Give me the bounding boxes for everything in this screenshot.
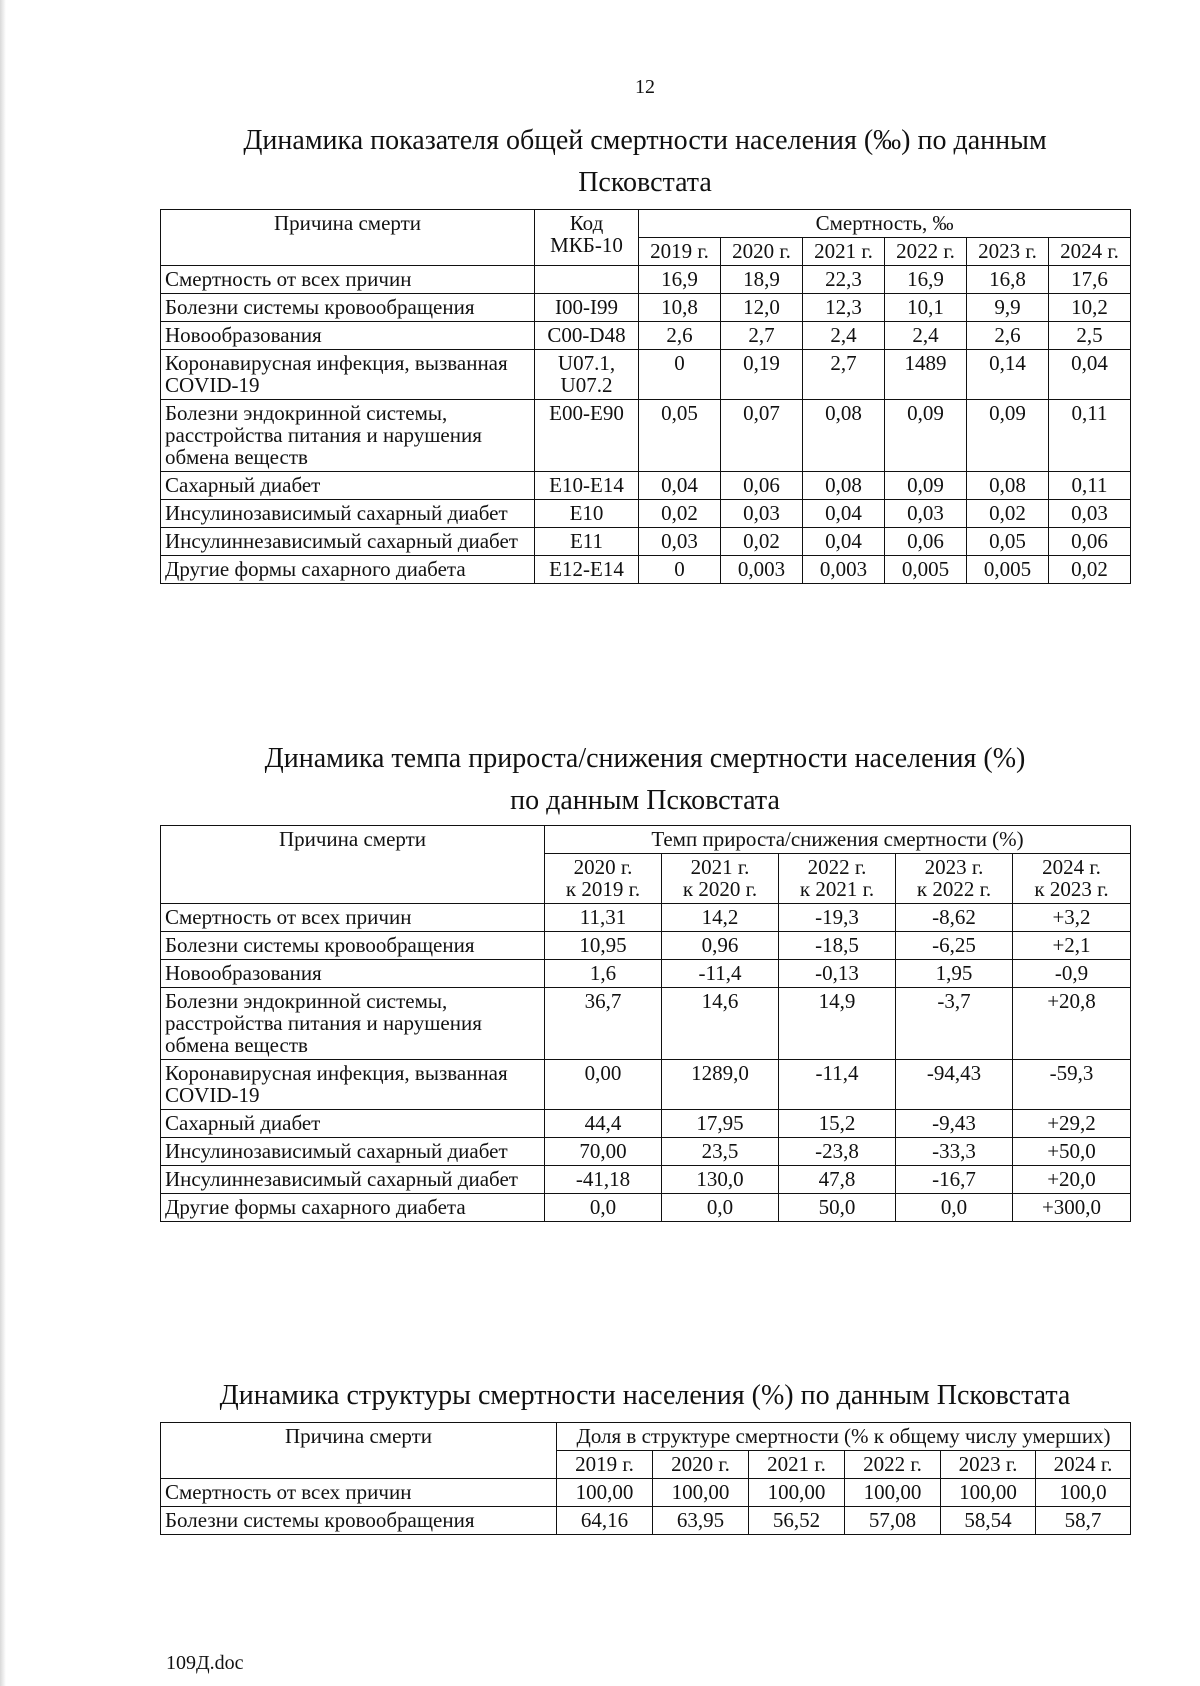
- value-cell: -11,4: [779, 1060, 896, 1110]
- value-cell: 12,0: [721, 294, 803, 322]
- page-number: 12: [635, 76, 655, 98]
- cause-cell: Болезни эндокринной системы, расстройства питания и нарушения обмена веществ: [161, 400, 535, 472]
- period-base: к 2020 г.: [682, 877, 758, 901]
- value-cell: +3,2: [1013, 904, 1131, 932]
- value-cell: 58,54: [941, 1507, 1036, 1535]
- value-cell: 2,6: [639, 322, 721, 350]
- value-cell: 64,16: [557, 1507, 653, 1535]
- value-cell: 0,003: [721, 556, 803, 584]
- table-row: [161, 322, 1131, 350]
- value-cell: 63,95: [653, 1507, 749, 1535]
- table-row: [161, 350, 1131, 400]
- value-cell: 0,02: [721, 528, 803, 556]
- period-year: 2023 г.: [924, 855, 984, 879]
- table-row: [161, 400, 1131, 472]
- value-cell: 56,52: [749, 1507, 845, 1535]
- value-cell: 1489: [885, 350, 967, 400]
- header-rate: Темп прироста/снижения смертности (%): [545, 826, 1131, 854]
- value-cell: 0,06: [1049, 528, 1131, 556]
- table-row: [161, 904, 1131, 932]
- header-year: 2022 г.: [845, 1451, 941, 1479]
- structure-table: [160, 1422, 1131, 1535]
- mortality-table-body: [161, 266, 1131, 584]
- header-year: 2023 г.: [967, 238, 1049, 266]
- table-row: [161, 932, 1131, 960]
- table-row: [161, 294, 1131, 322]
- table1-title-line1: Динамика показателя общей смертности населения (‰) по данным: [243, 125, 1047, 156]
- value-cell: 1289,0: [662, 1060, 779, 1110]
- growth-rate-table-body: [161, 904, 1131, 1222]
- table1-title-line2: Псковстата: [578, 167, 712, 198]
- table-row: [161, 988, 1131, 1060]
- header-year: 2020 г.: [653, 1451, 749, 1479]
- table-row: [161, 1060, 1131, 1110]
- value-cell: 2,5: [1049, 322, 1131, 350]
- value-cell: 0,19: [721, 350, 803, 400]
- value-cell: 0,09: [885, 472, 967, 500]
- cause-cell: Болезни системы кровообращения: [161, 294, 535, 322]
- value-cell: 0,03: [639, 528, 721, 556]
- value-cell: 0,05: [967, 528, 1049, 556]
- value-cell: -3,7: [896, 988, 1013, 1060]
- value-cell: 23,5: [662, 1138, 779, 1166]
- value-cell: 2,7: [721, 322, 803, 350]
- value-cell: -19,3: [779, 904, 896, 932]
- value-cell: 130,0: [662, 1166, 779, 1194]
- value-cell: +300,0: [1013, 1194, 1131, 1222]
- value-cell: 0,003: [803, 556, 885, 584]
- cause-cell: Смертность от всех причин: [161, 266, 535, 294]
- table2-title: [150, 738, 1140, 822]
- value-cell: 0,04: [1049, 350, 1131, 400]
- value-cell: 0,07: [721, 400, 803, 472]
- header-year: 2019 г.: [639, 238, 721, 266]
- period-base: к 2019 г.: [565, 877, 641, 901]
- value-cell: 1,6: [545, 960, 662, 988]
- value-cell: 0,0: [896, 1194, 1013, 1222]
- table-row: [161, 266, 1131, 294]
- value-cell: 22,3: [803, 266, 885, 294]
- scan-edge: [0, 0, 6, 1686]
- value-cell: 1,95: [896, 960, 1013, 988]
- value-cell: 18,9: [721, 266, 803, 294]
- cause-cell: Смертность от всех причин: [161, 904, 545, 932]
- header-cause: Причина смерти: [161, 210, 535, 266]
- header-cause: Причина смерти: [161, 826, 545, 904]
- code-cell: I00-I99: [535, 294, 639, 322]
- value-cell: 2,4: [885, 322, 967, 350]
- value-cell: 16,8: [967, 266, 1049, 294]
- value-cell: 0,09: [967, 400, 1049, 472]
- value-cell: 0,08: [967, 472, 1049, 500]
- value-cell: 0,96: [662, 932, 779, 960]
- header-year: 2020 г.: [721, 238, 803, 266]
- cause-cell: Новообразования: [161, 960, 545, 988]
- value-cell: 0,02: [1049, 556, 1131, 584]
- code-cell: E10: [535, 500, 639, 528]
- header-year: 2021 г.: [803, 238, 885, 266]
- period-year: 2021 г.: [690, 855, 750, 879]
- value-cell: 100,00: [653, 1479, 749, 1507]
- value-cell: 0,03: [1049, 500, 1131, 528]
- header-cause: Причина смерти: [161, 1423, 557, 1479]
- value-cell: 0,00: [545, 1060, 662, 1110]
- value-cell: -23,8: [779, 1138, 896, 1166]
- value-cell: -16,7: [896, 1166, 1013, 1194]
- table-row: [161, 1166, 1131, 1194]
- value-cell: 0,0: [545, 1194, 662, 1222]
- cause-cell: Инсулиннезависимый сахарный диабет: [161, 1166, 545, 1194]
- cause-cell: Другие формы сахарного диабета: [161, 1194, 545, 1222]
- value-cell: -33,3: [896, 1138, 1013, 1166]
- value-cell: -9,43: [896, 1110, 1013, 1138]
- value-cell: 0,08: [803, 472, 885, 500]
- value-cell: 0,11: [1049, 472, 1131, 500]
- table-row: [161, 1194, 1131, 1222]
- header-period: [896, 854, 1013, 904]
- period-year: 2022 г.: [807, 855, 867, 879]
- value-cell: 0,09: [885, 400, 967, 472]
- value-cell: 0,04: [803, 500, 885, 528]
- table-row: [161, 556, 1131, 584]
- growth-rate-table: [160, 825, 1131, 1222]
- value-cell: +29,2: [1013, 1110, 1131, 1138]
- value-cell: -94,43: [896, 1060, 1013, 1110]
- value-cell: 100,00: [557, 1479, 653, 1507]
- table1-title: [150, 120, 1140, 204]
- value-cell: 2,7: [803, 350, 885, 400]
- value-cell: 2,6: [967, 322, 1049, 350]
- header-period: [545, 854, 662, 904]
- value-cell: 0,06: [721, 472, 803, 500]
- value-cell: -6,25: [896, 932, 1013, 960]
- table2-title-line1: Динамика темпа прироста/снижения смертности населения (%): [264, 743, 1026, 774]
- period-base: к 2022 г.: [916, 877, 992, 901]
- cause-cell: Коронавирусная инфекция, вызванная COVID-19: [161, 350, 535, 400]
- value-cell: 17,6: [1049, 266, 1131, 294]
- cause-cell: Коронавирусная инфекция, вызванная COVID-19: [161, 1060, 545, 1110]
- value-cell: 0,04: [639, 472, 721, 500]
- value-cell: 16,9: [885, 266, 967, 294]
- value-cell: 47,8: [779, 1166, 896, 1194]
- value-cell: 11,31: [545, 904, 662, 932]
- value-cell: 0,11: [1049, 400, 1131, 472]
- header-year: 2024 г.: [1036, 1451, 1131, 1479]
- cause-cell: Болезни эндокринной системы, расстройства питания и нарушения обмена веществ: [161, 988, 545, 1060]
- cause-cell: Инсулиннезависимый сахарный диабет: [161, 528, 535, 556]
- value-cell: 57,08: [845, 1507, 941, 1535]
- cause-cell: Болезни системы кровообращения: [161, 932, 545, 960]
- value-cell: 0,05: [639, 400, 721, 472]
- value-cell: 70,00: [545, 1138, 662, 1166]
- value-cell: -0,9: [1013, 960, 1131, 988]
- header-year: 2021 г.: [749, 1451, 845, 1479]
- structure-table-body: [161, 1479, 1131, 1535]
- value-cell: +2,1: [1013, 932, 1131, 960]
- value-cell: 0,08: [803, 400, 885, 472]
- value-cell: 0: [639, 556, 721, 584]
- value-cell: 2,4: [803, 322, 885, 350]
- code-cell: E12-E14: [535, 556, 639, 584]
- cause-cell: Смертность от всех причин: [161, 1479, 557, 1507]
- value-cell: 14,2: [662, 904, 779, 932]
- code-cell: E10-E14: [535, 472, 639, 500]
- period-base: к 2021 г.: [799, 877, 875, 901]
- value-cell: 100,00: [749, 1479, 845, 1507]
- value-cell: 0,02: [639, 500, 721, 528]
- value-cell: 0: [639, 350, 721, 400]
- code-cell: U07.1, U07.2: [535, 350, 639, 400]
- period-base: к 2023 г.: [1034, 877, 1109, 901]
- header-year: 2023 г.: [941, 1451, 1036, 1479]
- header-mortality: Смертность, ‰: [639, 210, 1131, 238]
- value-cell: +20,0: [1013, 1166, 1131, 1194]
- cause-cell: Инсулинозависимый сахарный диабет: [161, 500, 535, 528]
- header-year: 2024 г.: [1049, 238, 1131, 266]
- value-cell: 10,8: [639, 294, 721, 322]
- value-cell: 0,03: [885, 500, 967, 528]
- value-cell: 17,95: [662, 1110, 779, 1138]
- value-cell: 10,95: [545, 932, 662, 960]
- value-cell: 0,005: [885, 556, 967, 584]
- period-year: 2024 г.: [1042, 855, 1101, 879]
- table-row: [161, 1479, 1131, 1507]
- value-cell: -8,62: [896, 904, 1013, 932]
- table-row: [161, 1507, 1131, 1535]
- value-cell: 100,0: [1036, 1479, 1131, 1507]
- cause-cell: Инсулинозависимый сахарный диабет: [161, 1138, 545, 1166]
- header-period: [779, 854, 896, 904]
- value-cell: 100,00: [941, 1479, 1036, 1507]
- table-row: [161, 1110, 1131, 1138]
- value-cell: 0,03: [721, 500, 803, 528]
- value-cell: 9,9: [967, 294, 1049, 322]
- code-cell: [535, 266, 639, 294]
- value-cell: 16,9: [639, 266, 721, 294]
- header-code: Код МКБ-10: [535, 210, 639, 266]
- header-period: [1013, 854, 1131, 904]
- value-cell: -11,4: [662, 960, 779, 988]
- value-cell: 12,3: [803, 294, 885, 322]
- value-cell: -59,3: [1013, 1060, 1131, 1110]
- cause-cell: Новообразования: [161, 322, 535, 350]
- table-row: [161, 528, 1131, 556]
- header-period: [662, 854, 779, 904]
- table2-title-line2: по данным Псковстата: [510, 785, 780, 816]
- header-year: 2019 г.: [557, 1451, 653, 1479]
- table-row: [161, 500, 1131, 528]
- value-cell: 0,06: [885, 528, 967, 556]
- value-cell: +50,0: [1013, 1138, 1131, 1166]
- period-year: 2020 г.: [573, 855, 633, 879]
- value-cell: 58,7: [1036, 1507, 1131, 1535]
- cause-cell: Болезни системы кровообращения: [161, 1507, 557, 1535]
- value-cell: 44,4: [545, 1110, 662, 1138]
- value-cell: 0,14: [967, 350, 1049, 400]
- header-share: Доля в структуре смертности (% к общему числу умерших): [557, 1423, 1131, 1451]
- value-cell: +20,8: [1013, 988, 1131, 1060]
- table-row: [161, 1138, 1131, 1166]
- value-cell: 0,005: [967, 556, 1049, 584]
- table-row: [161, 472, 1131, 500]
- code-cell: C00-D48: [535, 322, 639, 350]
- value-cell: 10,1: [885, 294, 967, 322]
- value-cell: 14,9: [779, 988, 896, 1060]
- value-cell: -18,5: [779, 932, 896, 960]
- value-cell: 14,6: [662, 988, 779, 1060]
- value-cell: 15,2: [779, 1110, 896, 1138]
- value-cell: 0,0: [662, 1194, 779, 1222]
- value-cell: 100,00: [845, 1479, 941, 1507]
- value-cell: -0,13: [779, 960, 896, 988]
- value-cell: -41,18: [545, 1166, 662, 1194]
- file-name-footer: 109Д.doc: [166, 1652, 244, 1674]
- code-cell: E00-E90: [535, 400, 639, 472]
- table3-title: Динамика структуры смертности населения (%) по данным Псковстата: [219, 1380, 1071, 1411]
- value-cell: 0,02: [967, 500, 1049, 528]
- cause-cell: Сахарный диабет: [161, 472, 535, 500]
- value-cell: 36,7: [545, 988, 662, 1060]
- code-cell: E11: [535, 528, 639, 556]
- cause-cell: Сахарный диабет: [161, 1110, 545, 1138]
- cause-cell: Другие формы сахарного диабета: [161, 556, 535, 584]
- table-row: [161, 960, 1131, 988]
- mortality-table: [160, 209, 1131, 584]
- value-cell: 0,04: [803, 528, 885, 556]
- value-cell: 10,2: [1049, 294, 1131, 322]
- header-year: 2022 г.: [885, 238, 967, 266]
- value-cell: 50,0: [779, 1194, 896, 1222]
